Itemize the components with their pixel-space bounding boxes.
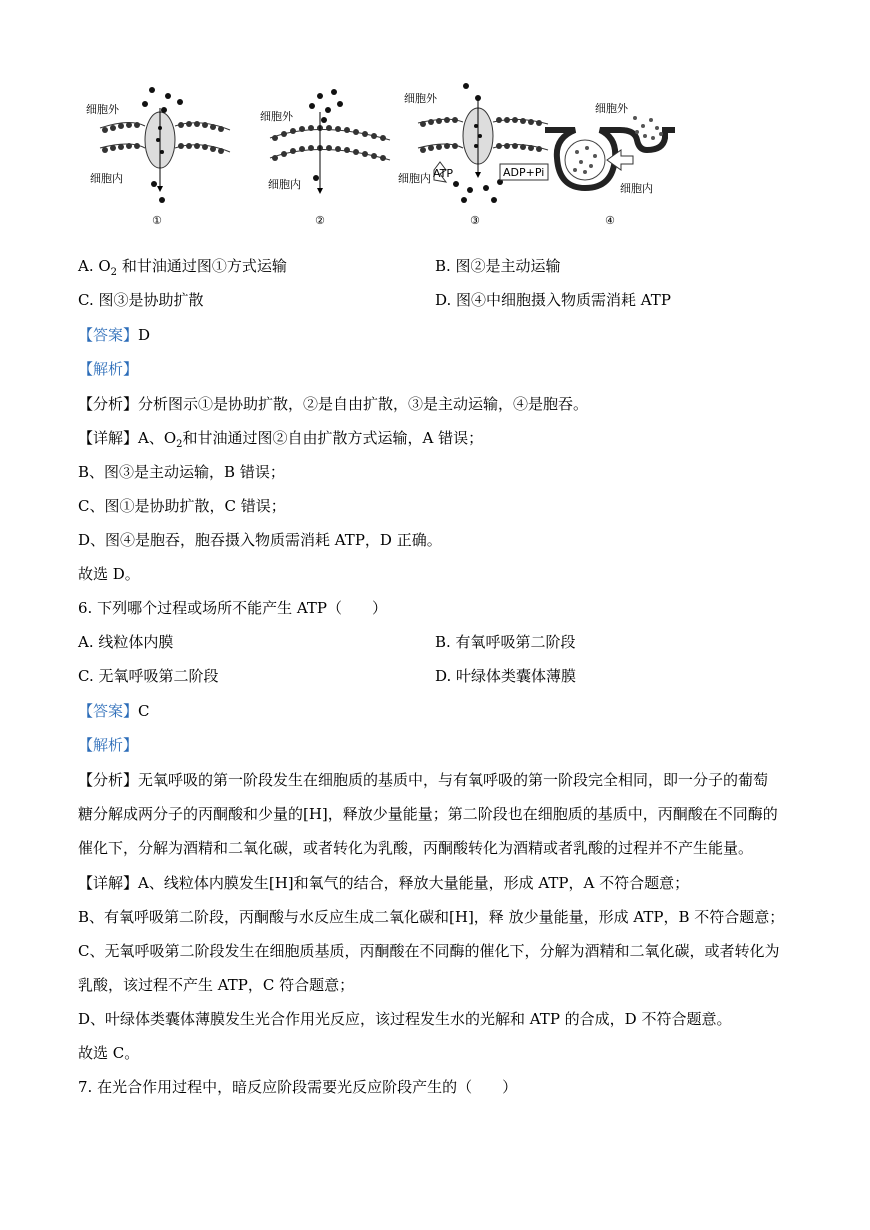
q6-option-d: D. 叶绿体类囊体薄膜 [435,667,577,685]
figure-transport-diagrams [80,78,680,228]
q6-analysis-tag: 【解析】 [78,736,139,754]
q5-answer [78,325,150,345]
q5-analysis-tag: 【解析】 [78,360,139,378]
q5-option-c: C. 图③是协助扩散 [78,291,204,309]
d4-inside-label: 细胞内 [620,182,653,195]
q6-line-d: D、叶绿体类囊体薄膜发生光合作用光反应，该过程发生水的光解和 ATP 的合成，D 不符合题意。 [78,1010,732,1028]
q6-line-b: B、有氧呼吸第二阶段，丙酮酸与水反应生成二氧化碳和[H]，释 放少量能量，形成 ATP，B 不符合题意； [78,908,785,926]
q5-fenxi-text: 分析图示①是协助扩散，②是自由扩散，③是主动运输，④是胞吞。 [138,395,589,413]
q5-option-d: D. 图④中细胞摄入物质需消耗 ATP [435,291,671,309]
q5-option-a-post: 和甘油通过图①方式运输 [117,257,287,275]
q6-fenxi-tag: 【分析】 [78,771,139,789]
q5-answer-tag: 【答案】 [78,326,139,344]
q6-xiangjie [78,873,689,893]
d1-outside-label: 细胞外 [86,103,119,116]
q5-line-d: D、图④是胞吞，胞吞摄入物质需消耗 ATP，D 正确。 [78,531,442,549]
q5-line-c: C、图①是协助扩散，C 错误； [78,497,286,515]
d2-outside-label: 细胞外 [260,110,293,123]
q6-option-a: A. 线粒体内膜 [78,633,174,651]
q5-fenxi-tag: 【分析】 [78,395,139,413]
q5-xiangjie [78,428,483,455]
d2-number: ② [315,214,325,227]
diagrams-svg [80,78,680,228]
q6-line-c1: C、无氧呼吸第二阶段发生在细胞质基质，丙酮酸在不同酶的催化下，分解为酒精和二氧化碳，或者转化为 [78,942,780,960]
q5-fenxi [78,394,588,414]
q5-option-a-sub: 2 [110,267,118,278]
d4-number: ④ [605,214,615,227]
q5-choose: 故选 D。 [78,565,140,583]
diagram-2 [260,89,390,227]
q5-line-b: B、图③是主动运输，B 错误； [78,463,285,481]
q6-fenxi-3: 催化下，分解为酒精和二氧化碳，或者转化为乳酸，丙酮酸转化为酒精或者乳酸的过程并不产生能量。 [78,839,754,857]
q6-stem: 6. 下列哪个过程或场所不能产生 ATP（ ） [78,599,387,617]
q5-option-a [78,256,287,283]
q5-xiangjie-tag: 【详解】 [78,429,139,447]
q5-option-a-pre: A. O [78,257,111,275]
q6-answer-tag: 【答案】 [78,702,139,720]
q6-choose: 故选 C。 [78,1044,140,1062]
q6-xiangjie-tag: 【详解】 [78,874,139,892]
d1-inside-label: 细胞内 [90,172,123,185]
q6-option-b: B. 有氧呼吸第二阶段 [435,633,576,651]
q6-fenxi-1 [78,770,768,790]
q5-answer-value: D [138,326,151,344]
q5-option-b: B. 图②是主动运输 [435,257,561,275]
q6-xiangjie-text: A、线粒体内膜发生[H]和氧气的结合，释放大量能量，形成 ATP，A 不符合题意； [138,874,690,892]
d3-atp-label: ATP [433,167,454,180]
q6-fenxi-text-1: 无氧呼吸的第一阶段发生在细胞质的基质中，与有氧呼吸的第一阶段完全相同，即一分子的葡萄 [138,771,769,789]
d2-inside-label: 细胞内 [268,178,301,191]
d3-outside-label: 细胞外 [404,92,437,105]
q5-xiangjie-sub: 2 [176,439,183,450]
d1-number: ① [152,214,162,227]
q5-xiangjie-post: 和甘油通过图②自由扩散方式运输，A 错误； [182,429,484,447]
q7-stem: 7. 在光合作用过程中，暗反应阶段需要光反应阶段产生的（ ） [78,1078,518,1096]
q6-option-c: C. 无氧呼吸第二阶段 [78,667,219,685]
q6-fenxi-2: 糖分解成两分子的丙酮酸和少量的[H]，释放少量能量；第二阶段也在细胞质的基质中，丙酮酸在不同酶的 [78,805,778,823]
d3-inside-label: 细胞内 [398,172,431,185]
d4-outside-label: 细胞外 [595,102,628,115]
diagram-4 [545,101,675,227]
q5-xiangjie-pre: A、O [138,429,177,447]
d3-number: ③ [470,214,480,227]
diagram-1 [86,87,230,227]
q6-line-c2: 乳酸，该过程不产生 ATP，C 符合题意； [78,976,355,994]
d3-adp-label: ADP+Pi [503,166,545,179]
q6-answer-value: C [138,702,150,720]
q6-answer [78,701,150,721]
diagram-3 [398,83,548,227]
